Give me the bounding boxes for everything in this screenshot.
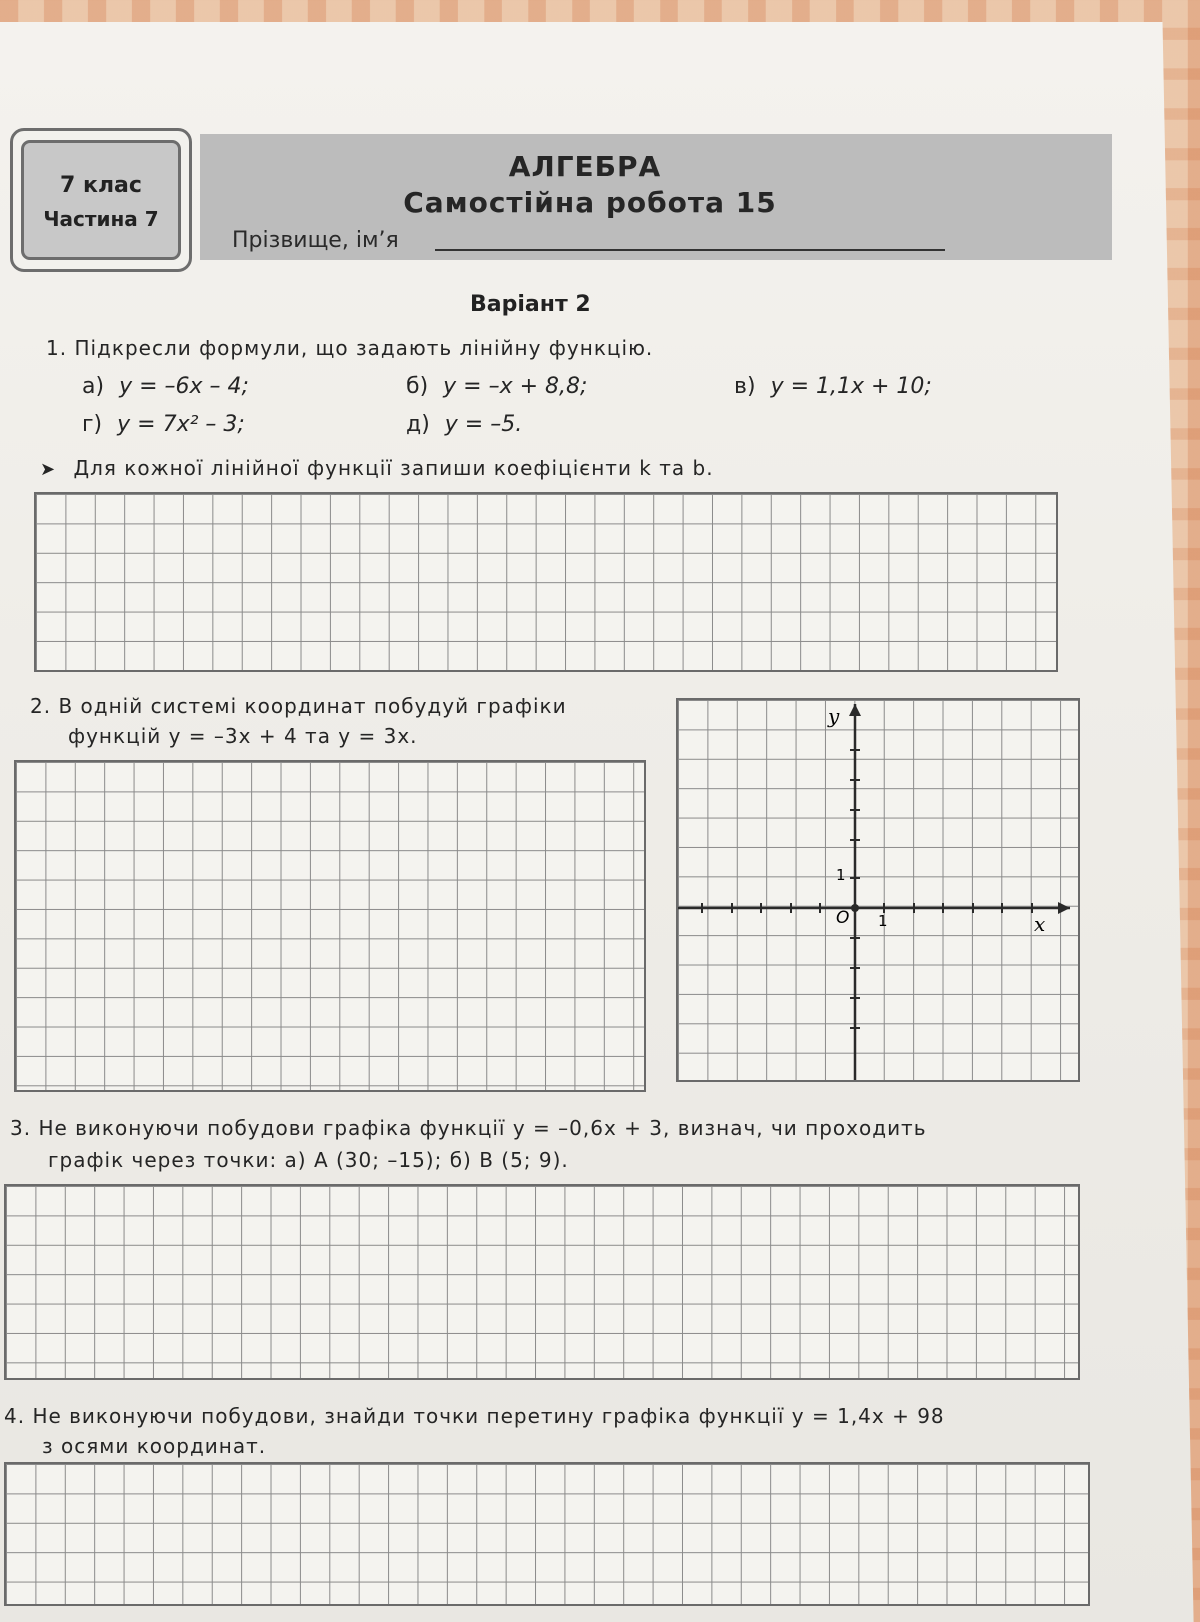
work-title: Самостійна робота 15 <box>403 186 777 219</box>
origin-point <box>851 904 859 912</box>
task3-line1: 3. Не виконуючи побудови графіка функції y = –0,6x + 3, визнач, чи проходить <box>10 1116 927 1140</box>
task1-option-d <box>406 412 522 437</box>
name-field-line[interactable] <box>435 249 945 251</box>
origin-label: O <box>836 908 850 928</box>
task4-line1: 4. Не виконуючи побудови, знайди точки перетину графіка функції y = 1,4x + 98 <box>4 1404 945 1428</box>
option-formula: y = –x + 8,8; <box>443 374 588 399</box>
option-label: б) <box>406 374 429 399</box>
x-unit-label: 1 <box>878 912 888 930</box>
grade-label: 7 клас <box>60 173 142 198</box>
coordinate-grid[interactable] <box>676 698 1080 1082</box>
y-axis-label: y <box>828 704 840 728</box>
option-formula: y = –6x – 4; <box>119 374 249 399</box>
answer-grid-1[interactable] <box>34 492 1058 672</box>
task1-subtask <box>40 456 714 480</box>
subject-title: АЛГЕБРА <box>508 150 662 183</box>
task2-line2: функцій y = –3x + 4 та y = 3x. <box>68 724 418 748</box>
axis-ticks <box>702 750 1032 1028</box>
part-label: Частина 7 <box>43 207 159 231</box>
option-formula: y = 1,1x + 10; <box>770 374 932 399</box>
grade-box <box>10 128 192 272</box>
grade-box-inner <box>21 140 181 260</box>
y-axis-arrow-icon <box>849 704 861 716</box>
subtask-text: Для кожної лінійної функції запиши коефіцієнти k та b. <box>73 456 714 480</box>
coordinate-axes <box>678 700 1078 1080</box>
option-formula: y = –5. <box>444 412 523 437</box>
option-label: г) <box>82 412 103 437</box>
task1-option-v <box>734 374 932 399</box>
answer-grid-2[interactable] <box>14 760 646 1092</box>
task3-line2: графік через точки: а) A (30; –15); б) B (5; 9). <box>48 1148 569 1172</box>
arrow-bullet-icon: ➤ <box>40 459 57 480</box>
x-axis-label: x <box>1034 912 1046 936</box>
option-label: д) <box>406 412 430 437</box>
task1-text: 1. Підкресли формули, що задають лінійну функцію. <box>46 336 654 360</box>
option-formula: y = 7x² – 3; <box>117 412 245 437</box>
option-label: в) <box>734 374 756 399</box>
name-label: Прізвище, ім’я <box>232 228 399 253</box>
option-label: а) <box>82 374 105 399</box>
task1-option-g <box>82 412 245 437</box>
variant-label: Варіант 2 <box>470 292 591 317</box>
y-unit-label: 1 <box>836 866 846 884</box>
task2-line1: 2. В одній системі координат побудуй графіки <box>30 694 567 718</box>
task4-line2: з осями координат. <box>42 1434 267 1458</box>
answer-grid-4[interactable] <box>4 1462 1090 1606</box>
x-axis-arrow-icon <box>1058 902 1070 914</box>
answer-grid-3[interactable] <box>4 1184 1080 1380</box>
task1-option-b <box>406 374 587 399</box>
task1-option-a <box>82 374 249 399</box>
